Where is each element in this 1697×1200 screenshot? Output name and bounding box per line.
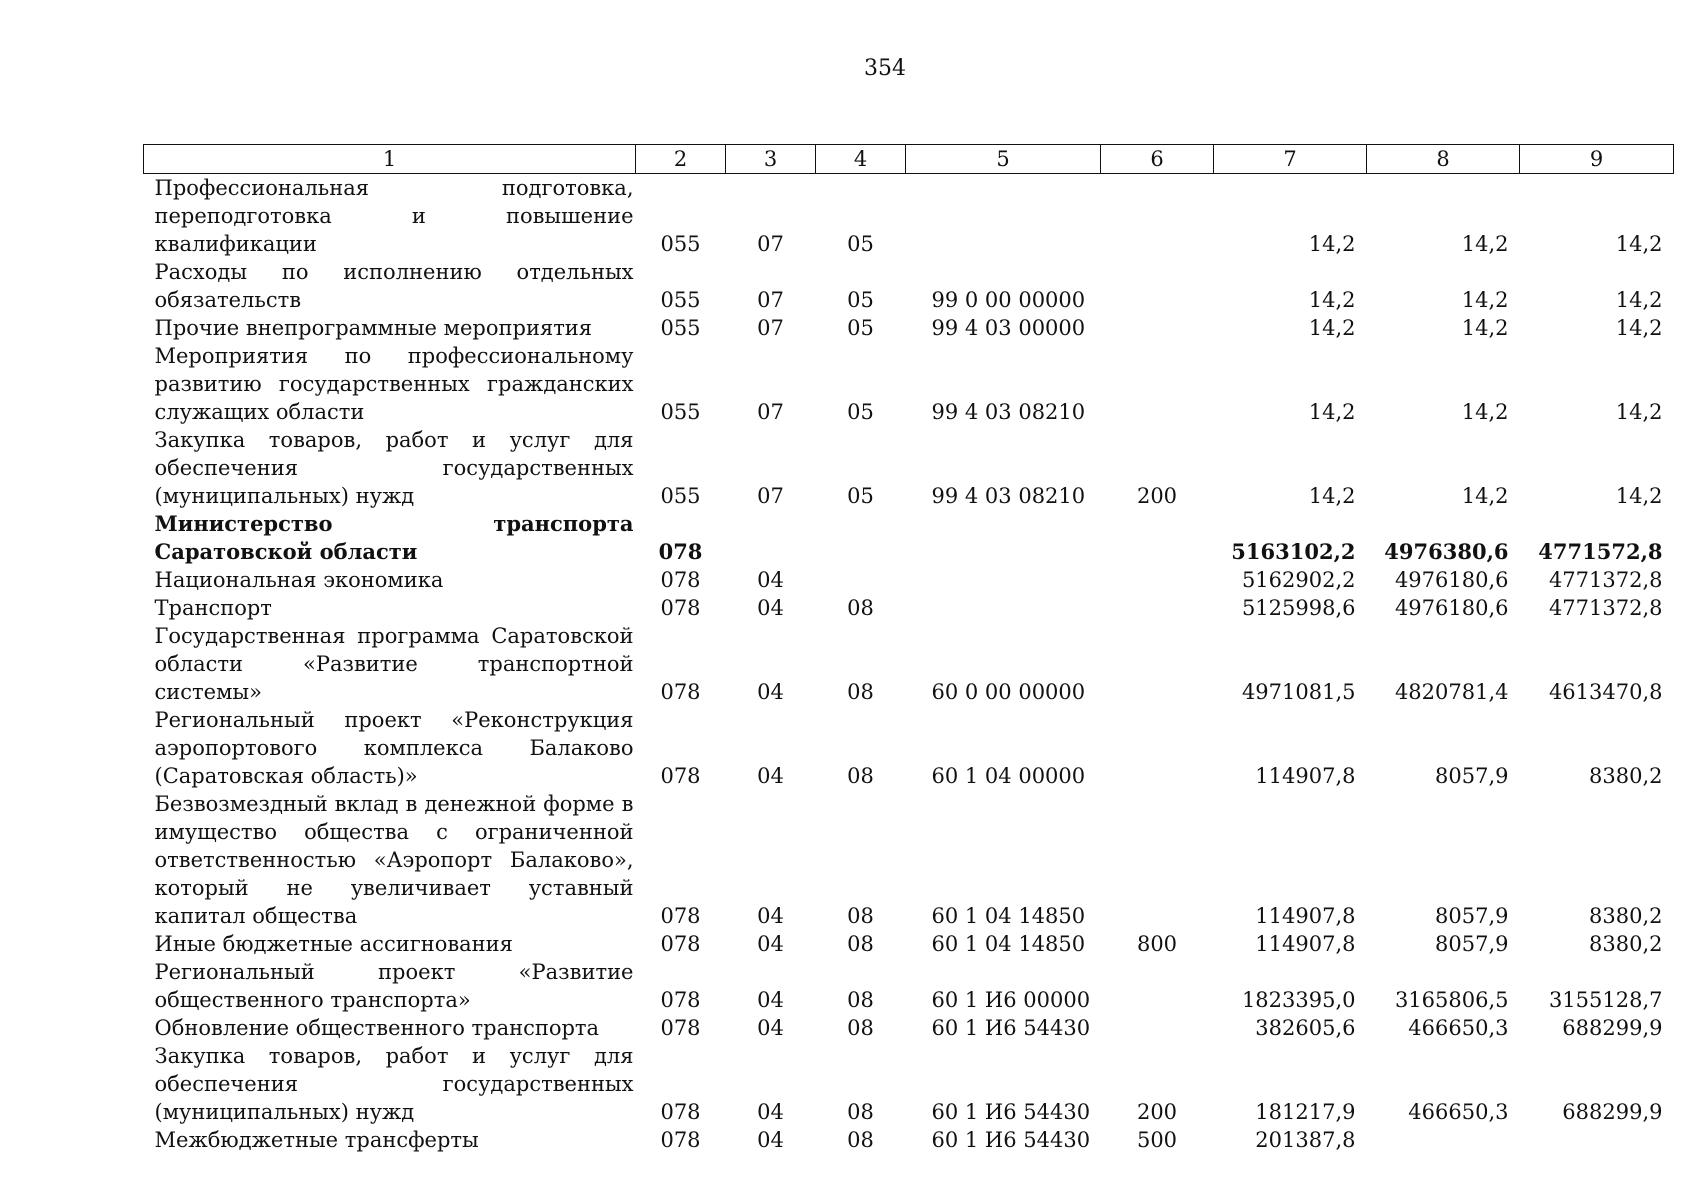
row-name: Региональный проект «Развитие общественного транспорта» — [154, 960, 634, 1012]
table-row — [144, 1014, 1674, 1042]
row-grbs-code: 078 — [660, 988, 701, 1012]
row-value-col7: 5125998,6 — [1241, 596, 1356, 620]
row-name: Обновление общественного транспорта — [154, 1016, 600, 1040]
row-target-article — [906, 566, 1101, 594]
row-target-article — [906, 594, 1101, 622]
row-value-col7: 14,2 — [1308, 484, 1356, 508]
row-value-col9: 3155128,7 — [1548, 988, 1663, 1012]
row-value-col9: 8380,2 — [1589, 932, 1663, 956]
row-grbs-code: 078 — [658, 539, 703, 564]
row-section-code: 04 — [757, 904, 784, 928]
row-target-article: 60 1 И6 54430 — [931, 1128, 1091, 1152]
row-subsection-code: 08 — [847, 904, 874, 928]
row-value-col9: 14,2 — [1615, 400, 1663, 424]
column-header-2: 2 — [636, 145, 726, 174]
row-expense-type — [1101, 566, 1214, 594]
row-subsection-code: 05 — [847, 288, 874, 312]
row-section-code: 04 — [757, 680, 784, 704]
row-grbs-code: 078 — [660, 932, 701, 956]
row-value-col9: 688299,9 — [1562, 1100, 1663, 1124]
row-expense-type — [1101, 1014, 1214, 1042]
table-row — [144, 1126, 1674, 1154]
row-name: Расходы по исполнению отдельных обязательств — [154, 260, 634, 312]
page-number: 354 — [864, 56, 906, 81]
row-expense-type — [1101, 314, 1214, 342]
row-expense-type — [1101, 790, 1214, 930]
row-section-code: 07 — [757, 316, 784, 340]
table-row — [144, 958, 1674, 1014]
row-grbs-code: 055 — [660, 288, 701, 312]
row-value-col9: 14,2 — [1615, 288, 1663, 312]
row-section-code: 04 — [757, 764, 784, 788]
row-section-code: 04 — [757, 988, 784, 1012]
row-expense-type — [1101, 594, 1214, 622]
row-value-col9: 8380,2 — [1589, 904, 1663, 928]
row-expense-type: 200 — [1136, 484, 1178, 508]
table-row — [144, 426, 1674, 510]
row-value-col7: 181217,9 — [1255, 1100, 1356, 1124]
row-value-col8: 14,2 — [1461, 288, 1509, 312]
table-row — [144, 342, 1674, 426]
column-header-4: 4 — [816, 145, 906, 174]
table-row — [144, 594, 1674, 622]
row-value-col7: 382605,6 — [1255, 1016, 1356, 1040]
row-subsection-code: 08 — [847, 988, 874, 1012]
table-body — [144, 174, 1674, 1155]
row-value-col9: 688299,9 — [1562, 1016, 1663, 1040]
column-header-9: 9 — [1520, 145, 1674, 174]
row-value-col7: 14,2 — [1308, 316, 1356, 340]
row-section-code: 04 — [757, 1016, 784, 1040]
row-expense-type: 200 — [1136, 1100, 1178, 1124]
table-row — [144, 258, 1674, 314]
row-subsection-code: 05 — [847, 484, 874, 508]
row-grbs-code: 078 — [660, 1016, 701, 1040]
row-name: Закупка товаров, работ и услуг для обеспечения государственных (муниципальных) нужд — [154, 428, 634, 508]
row-value-col7: 14,2 — [1308, 400, 1356, 424]
row-value-col9: 8380,2 — [1589, 764, 1663, 788]
row-subsection-code: 08 — [847, 596, 874, 620]
row-name: Транспорт — [154, 596, 272, 620]
row-value-col7: 14,2 — [1308, 288, 1356, 312]
row-target-article: 99 4 03 08210 — [931, 484, 1086, 508]
row-expense-type — [1101, 958, 1214, 1014]
row-target-article — [906, 510, 1101, 566]
table-row — [144, 622, 1674, 706]
row-value-col8: 4976180,6 — [1394, 596, 1509, 620]
column-header-3: 3 — [726, 145, 816, 174]
row-name: Безвозмездный вклад в денежной форме в имущество общества с ограниченной ответственностью «Аэропорт Балаково», который не увеличивает уставный капитал общества — [154, 792, 634, 928]
column-header-8: 8 — [1367, 145, 1520, 174]
table-row — [144, 790, 1674, 930]
row-value-col7: 114907,8 — [1255, 932, 1356, 956]
row-subsection-code: 08 — [847, 680, 874, 704]
row-subsection-code: 08 — [847, 1128, 874, 1152]
row-value-col8: 8057,9 — [1435, 764, 1509, 788]
row-grbs-code: 055 — [660, 484, 701, 508]
table-row — [144, 174, 1674, 259]
row-value-col9: 4771372,8 — [1548, 568, 1663, 592]
column-header-6: 6 — [1101, 145, 1214, 174]
row-name: Иные бюджетные ассигнования — [154, 932, 513, 956]
row-expense-type: 500 — [1136, 1128, 1178, 1152]
column-header-7: 7 — [1214, 145, 1367, 174]
budget-table — [143, 144, 1674, 1154]
row-name: Мероприятия по профессиональному развитию государственных гражданских служащих области — [154, 344, 634, 424]
row-section-code: 04 — [757, 568, 784, 592]
row-section-code: 07 — [757, 232, 784, 256]
row-value-col9: 14,2 — [1615, 484, 1663, 508]
row-value-col9: 14,2 — [1615, 316, 1663, 340]
row-name: Профессиональная подготовка, переподготовка и повышение квалификации — [154, 176, 634, 256]
column-header-1: 1 — [144, 145, 636, 174]
row-value-col7: 114907,8 — [1255, 764, 1356, 788]
row-value-col7: 114907,8 — [1255, 904, 1356, 928]
row-name: Региональный проект «Реконструкция аэропортового комплекса Балаково (Саратовская область)» — [154, 708, 634, 788]
table-row — [144, 706, 1674, 790]
row-name: Национальная экономика — [154, 568, 444, 592]
row-subsection-code — [816, 566, 906, 594]
header-row — [144, 145, 1674, 174]
row-expense-type — [1101, 342, 1214, 426]
row-target-article: 60 1 04 14850 — [931, 932, 1086, 956]
row-section-code: 04 — [757, 596, 784, 620]
row-section-code — [726, 510, 816, 566]
row-subsection-code — [816, 510, 906, 566]
row-grbs-code: 078 — [660, 764, 701, 788]
row-subsection-code: 08 — [847, 1100, 874, 1124]
row-grbs-code: 055 — [660, 400, 701, 424]
row-section-code: 04 — [757, 1100, 784, 1124]
row-target-article: 60 1 И6 54430 — [931, 1100, 1091, 1124]
row-grbs-code: 078 — [660, 680, 701, 704]
row-value-col8: 4820781,4 — [1394, 680, 1509, 704]
row-value-col7: 4971081,5 — [1241, 680, 1356, 704]
column-header-5: 5 — [906, 145, 1101, 174]
row-expense-type: 800 — [1136, 932, 1178, 956]
row-name: Межбюджетные трансферты — [154, 1128, 479, 1152]
table-row — [144, 566, 1674, 594]
row-name: Министерство транспорта Саратовской области — [154, 511, 634, 564]
row-grbs-code: 078 — [660, 568, 701, 592]
row-grbs-code: 078 — [660, 1128, 701, 1152]
row-expense-type — [1101, 706, 1214, 790]
row-value-col8: 466650,3 — [1408, 1016, 1509, 1040]
row-value-col9: 4771372,8 — [1548, 596, 1663, 620]
row-value-col8: 3165806,5 — [1394, 988, 1509, 1012]
table-row — [144, 930, 1674, 958]
row-name: Закупка товаров, работ и услуг для обеспечения государственных (муниципальных) нужд — [154, 1044, 634, 1124]
row-subsection-code: 05 — [847, 400, 874, 424]
table-row — [144, 314, 1674, 342]
row-name: Прочие внепрограммные мероприятия — [154, 316, 593, 340]
row-target-article: 99 4 03 08210 — [931, 400, 1086, 424]
row-grbs-code: 078 — [660, 1100, 701, 1124]
row-expense-type — [1101, 174, 1214, 259]
row-subsection-code: 08 — [847, 1016, 874, 1040]
row-value-col8: 4976380,6 — [1384, 539, 1509, 564]
row-value-col8 — [1367, 1126, 1520, 1154]
row-subsection-code: 05 — [847, 232, 874, 256]
row-target-article — [906, 174, 1101, 259]
row-subsection-code: 08 — [847, 932, 874, 956]
row-value-col7: 5163102,2 — [1231, 539, 1356, 564]
row-target-article: 60 1 И6 00000 — [931, 988, 1091, 1012]
table-row — [144, 510, 1674, 566]
row-value-col9: 14,2 — [1615, 232, 1663, 256]
row-target-article: 99 0 00 00000 — [931, 288, 1086, 312]
table-row — [144, 1042, 1674, 1126]
row-value-col9 — [1520, 1126, 1674, 1154]
row-target-article: 60 1 04 00000 — [931, 764, 1086, 788]
row-section-code: 07 — [757, 484, 784, 508]
row-grbs-code: 078 — [660, 904, 701, 928]
row-expense-type — [1101, 622, 1214, 706]
row-grbs-code: 055 — [660, 316, 701, 340]
row-value-col8: 8057,9 — [1435, 904, 1509, 928]
row-value-col8: 4976180,6 — [1394, 568, 1509, 592]
row-name: Государственная программа Саратовской области «Развитие транспортной системы» — [154, 624, 634, 704]
row-value-col8: 14,2 — [1461, 400, 1509, 424]
row-expense-type — [1101, 258, 1214, 314]
table-header — [144, 145, 1674, 174]
row-target-article: 60 1 И6 54430 — [931, 1016, 1091, 1040]
row-target-article: 99 4 03 00000 — [931, 316, 1086, 340]
row-value-col7: 201387,8 — [1255, 1128, 1356, 1152]
row-value-col9: 4613470,8 — [1548, 680, 1663, 704]
row-target-article: 60 1 04 14850 — [931, 904, 1086, 928]
row-value-col8: 14,2 — [1461, 232, 1509, 256]
row-section-code: 04 — [757, 932, 784, 956]
row-value-col7: 5162902,2 — [1241, 568, 1356, 592]
row-value-col8: 14,2 — [1461, 484, 1509, 508]
row-value-col8: 466650,3 — [1408, 1100, 1509, 1124]
row-subsection-code: 08 — [847, 764, 874, 788]
row-grbs-code: 078 — [660, 596, 701, 620]
row-section-code: 07 — [757, 288, 784, 312]
row-grbs-code: 055 — [660, 232, 701, 256]
row-value-col8: 14,2 — [1461, 316, 1509, 340]
row-expense-type — [1101, 510, 1214, 566]
row-section-code: 04 — [757, 1128, 784, 1152]
row-value-col9: 4771572,8 — [1538, 539, 1663, 564]
row-target-article: 60 0 00 00000 — [931, 680, 1086, 704]
row-value-col7: 14,2 — [1308, 232, 1356, 256]
row-subsection-code: 05 — [847, 316, 874, 340]
row-section-code: 07 — [757, 400, 784, 424]
row-value-col8: 8057,9 — [1435, 932, 1509, 956]
row-value-col7: 1823395,0 — [1241, 988, 1356, 1012]
